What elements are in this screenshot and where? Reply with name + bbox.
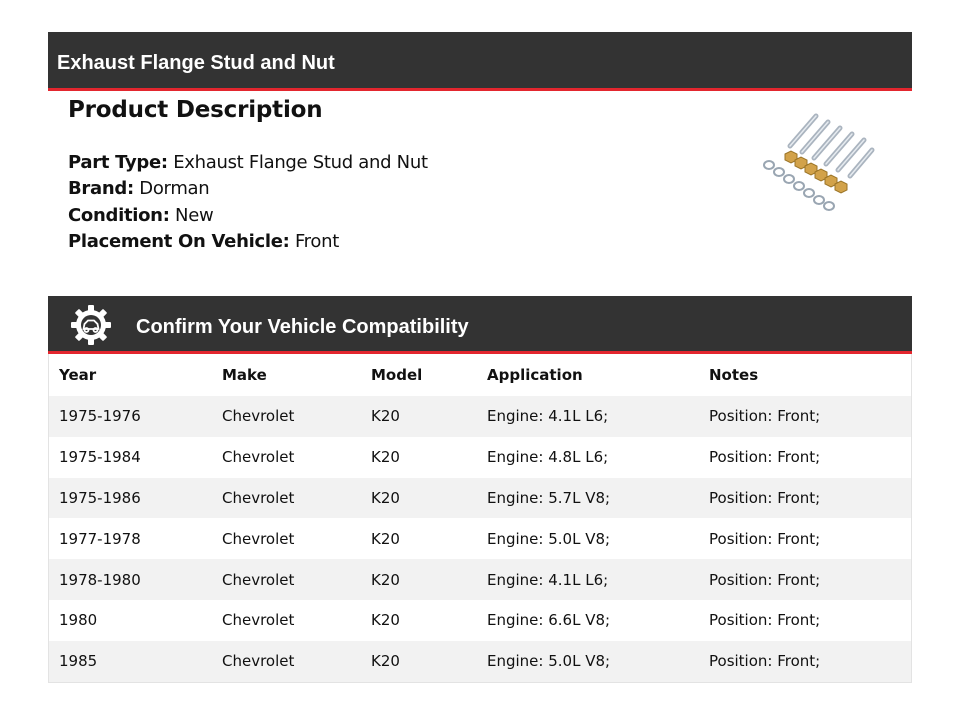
cell-year: 1985 xyxy=(59,652,98,671)
cell-notes: Position: Front; xyxy=(709,448,821,467)
cell-application: Engine: 5.7L V8; xyxy=(487,488,611,507)
spec-label: Part Type: xyxy=(68,152,168,173)
column-header-make: Make xyxy=(222,366,267,384)
cell-year: 1980 xyxy=(59,611,98,630)
cell-notes: Position: Front; xyxy=(709,611,821,630)
spec-value: New xyxy=(175,204,214,226)
cell-application: Engine: 5.0L V8; xyxy=(487,652,611,671)
spec-condition xyxy=(68,204,428,230)
product-title-bar xyxy=(48,32,912,91)
cell-make: Chevrolet xyxy=(222,488,295,507)
spec-value: Front xyxy=(294,230,339,252)
spec-placement xyxy=(68,230,428,256)
compatibility-table-wrapper xyxy=(48,354,912,683)
cell-make: Chevrolet xyxy=(222,448,295,467)
column-header-model: Model xyxy=(371,366,423,384)
cell-make: Chevrolet xyxy=(222,611,295,630)
cell-year: 1977-1978 xyxy=(59,529,141,548)
cell-application: Engine: 4.1L L6; xyxy=(487,570,609,589)
cell-model: K20 xyxy=(371,652,400,671)
column-header-year: Year xyxy=(59,366,97,384)
cell-year: 1978-1980 xyxy=(59,570,141,589)
cell-model: K20 xyxy=(371,407,400,426)
cell-year: 1975-1976 xyxy=(59,407,141,426)
table-row xyxy=(49,518,911,559)
cell-model: K20 xyxy=(371,570,400,589)
cell-year: 1975-1986 xyxy=(59,488,141,507)
cell-year: 1975-1984 xyxy=(59,448,141,467)
cell-make: Chevrolet xyxy=(222,652,295,671)
cell-model: K20 xyxy=(371,529,400,548)
description-heading: Product Description xyxy=(68,97,323,123)
cell-application: Engine: 4.1L L6; xyxy=(487,407,609,426)
compatibility-table xyxy=(49,354,911,682)
table-row xyxy=(49,600,911,641)
spec-value: Exhaust Flange Stud and Nut xyxy=(173,152,428,173)
gear-car-icon xyxy=(70,304,112,346)
spec-value: Dorman xyxy=(139,178,210,200)
cell-make: Chevrolet xyxy=(222,570,295,589)
cell-application: Engine: 5.0L V8; xyxy=(487,529,611,548)
table-row xyxy=(49,437,911,478)
compatibility-bar xyxy=(48,296,912,354)
cell-notes: Position: Front; xyxy=(709,407,821,426)
cell-application: Engine: 4.8L L6; xyxy=(487,448,609,467)
cell-model: K20 xyxy=(371,488,400,507)
cell-notes: Position: Front; xyxy=(709,529,821,548)
cell-model: K20 xyxy=(371,448,400,467)
product-image[interactable] xyxy=(756,110,876,218)
cell-notes: Position: Front; xyxy=(709,488,821,507)
spec-label: Condition: xyxy=(68,204,170,226)
cell-application: Engine: 6.6L V8; xyxy=(487,611,611,630)
table-header-row xyxy=(49,354,911,396)
product-title: Exhaust Flange Stud and Nut xyxy=(57,52,335,74)
cell-notes: Position: Front; xyxy=(709,570,821,589)
compatibility-title: Confirm Your Vehicle Compatibility xyxy=(136,316,469,338)
spec-part-type xyxy=(68,151,428,177)
cell-notes: Position: Front; xyxy=(709,652,821,671)
spec-list xyxy=(68,151,428,256)
spec-label: Placement On Vehicle: xyxy=(68,230,290,252)
spec-brand xyxy=(68,177,428,203)
spec-label: Brand: xyxy=(68,178,134,200)
table-row xyxy=(49,641,911,682)
table-row xyxy=(49,396,911,437)
column-header-notes: Notes xyxy=(709,366,759,384)
cell-make: Chevrolet xyxy=(222,529,295,548)
column-header-application: Application xyxy=(487,366,583,384)
table-row xyxy=(49,478,911,519)
cell-model: K20 xyxy=(371,611,400,630)
cell-make: Chevrolet xyxy=(222,407,295,426)
table-row xyxy=(49,559,911,600)
